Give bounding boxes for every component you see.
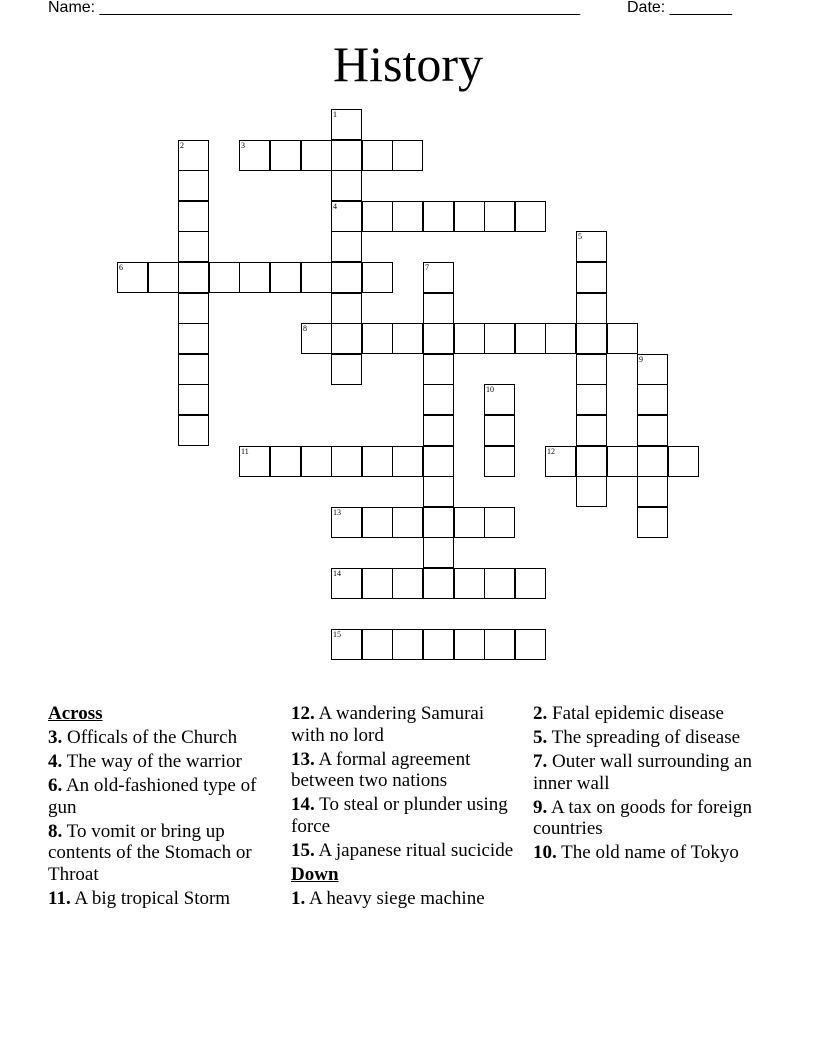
clue-number: 12	[547, 447, 555, 456]
clue-number: 11	[241, 447, 249, 456]
grid-cell[interactable]	[607, 446, 638, 477]
grid-cell[interactable]	[484, 201, 515, 232]
grid-cell[interactable]	[178, 231, 209, 262]
grid-cell[interactable]	[331, 323, 362, 354]
clue-item	[533, 751, 773, 794]
grid-cell[interactable]	[331, 568, 362, 599]
grid-cell[interactable]	[239, 262, 270, 293]
grid-cell[interactable]	[331, 507, 362, 538]
grid-cell[interactable]	[576, 354, 607, 385]
grid-cell[interactable]	[331, 201, 362, 232]
grid-cell[interactable]	[331, 231, 362, 262]
grid-cell[interactable]	[301, 140, 332, 171]
grid-cell[interactable]	[484, 568, 515, 599]
grid-cell[interactable]	[178, 323, 209, 354]
grid-cell[interactable]	[270, 140, 301, 171]
grid-cell[interactable]	[423, 201, 454, 232]
clue-item	[291, 794, 516, 837]
clues-column-3	[533, 703, 773, 866]
clue-item-number: 15.	[291, 839, 315, 861]
grid-cell[interactable]	[515, 323, 546, 354]
grid-cell[interactable]	[484, 323, 515, 354]
clue-item	[48, 727, 273, 749]
grid-cell[interactable]	[331, 446, 362, 477]
clue-item	[533, 842, 773, 864]
grid-cell[interactable]	[545, 446, 576, 477]
grid-cell[interactable]	[637, 384, 668, 415]
grid-cell[interactable]	[454, 507, 485, 538]
grid-cell[interactable]	[331, 262, 362, 293]
grid-cell[interactable]	[423, 415, 454, 446]
clue-item-number: 5.	[533, 727, 548, 748]
page-title: History	[333, 36, 483, 92]
clue-number: 6	[119, 263, 123, 272]
grid-cell[interactable]	[331, 109, 362, 140]
clue-number: 5	[578, 232, 582, 241]
clue-item	[533, 727, 773, 749]
grid-cell[interactable]	[545, 323, 576, 354]
grid-cell[interactable]	[270, 262, 301, 293]
clue-item	[48, 775, 273, 818]
down-heading: Down	[291, 863, 339, 885]
grid-cell[interactable]	[637, 354, 668, 385]
grid-cell[interactable]	[331, 170, 362, 201]
grid-cell[interactable]	[301, 262, 332, 293]
grid-cell[interactable]	[423, 537, 454, 568]
clue-item-text: A wandering Samurai with no lord	[291, 703, 485, 746]
clue-item-number: 3.	[48, 727, 63, 748]
clue-number: 4	[333, 202, 337, 211]
grid-cell[interactable]	[515, 629, 546, 660]
grid-cell[interactable]	[117, 262, 148, 293]
clue-item-number: 4.	[48, 751, 63, 772]
grid-cell[interactable]	[362, 446, 393, 477]
clue-item-number: 13.	[291, 748, 315, 770]
grid-cell[interactable]	[423, 446, 454, 477]
clue-item-number: 8.	[48, 820, 63, 842]
clue-item	[291, 749, 516, 792]
clue-number: 14	[333, 569, 341, 578]
grid-cell[interactable]	[576, 446, 607, 477]
grid-cell[interactable]	[637, 446, 668, 477]
grid-cell[interactable]	[576, 415, 607, 446]
date-field[interactable]: Date: _______	[627, 0, 732, 16]
grid-cell[interactable]	[576, 323, 607, 354]
clue-item-text: Officals of the Church	[67, 727, 238, 748]
grid-cell[interactable]	[239, 446, 270, 477]
grid-cell[interactable]	[362, 507, 393, 538]
grid-cell[interactable]	[637, 415, 668, 446]
down-clue-list-cont	[533, 703, 773, 864]
grid-cell[interactable]	[576, 384, 607, 415]
clue-item-text: To vomit or bring up contents of the Stomach or Throat	[48, 820, 252, 885]
grid-cell[interactable]	[178, 170, 209, 201]
grid-cell[interactable]	[178, 140, 209, 171]
grid-cell[interactable]	[637, 507, 668, 538]
clue-item-number: 9.	[533, 796, 548, 818]
grid-cell[interactable]	[178, 415, 209, 446]
grid-cell[interactable]	[423, 384, 454, 415]
grid-cell[interactable]	[301, 446, 332, 477]
grid-cell[interactable]	[148, 262, 179, 293]
grid-cell[interactable]	[178, 354, 209, 385]
clue-item	[533, 797, 773, 840]
clue-item	[533, 703, 773, 725]
grid-cell[interactable]	[576, 262, 607, 293]
grid-cell[interactable]	[270, 446, 301, 477]
grid-cell[interactable]	[362, 323, 393, 354]
grid-cell[interactable]	[178, 201, 209, 232]
clue-item	[291, 840, 516, 862]
grid-cell[interactable]	[392, 507, 423, 538]
grid-cell[interactable]	[178, 384, 209, 415]
grid-cell[interactable]	[423, 354, 454, 385]
grid-cell[interactable]	[576, 476, 607, 507]
grid-cell[interactable]	[484, 384, 515, 415]
grid-cell[interactable]	[637, 476, 668, 507]
clue-item-text: A heavy siege machine	[308, 887, 485, 909]
grid-cell[interactable]	[484, 507, 515, 538]
down-clue-list	[291, 888, 516, 910]
clue-item-text: The old name of Tokyo	[561, 842, 739, 863]
clue-number: 9	[639, 355, 643, 364]
grid-cell[interactable]	[454, 201, 485, 232]
across-clue-list	[48, 727, 273, 909]
grid-cell[interactable]	[484, 629, 515, 660]
grid-cell[interactable]	[423, 568, 454, 599]
across-heading: Across	[48, 703, 103, 724]
clue-item-number: 7.	[533, 751, 548, 772]
grid-cell[interactable]	[392, 568, 423, 599]
grid-cell[interactable]	[515, 201, 546, 232]
grid-cell[interactable]	[484, 446, 515, 477]
clue-number: 10	[486, 385, 494, 394]
clue-item-text: The spreading of disease	[551, 727, 741, 748]
grid-cell[interactable]	[392, 201, 423, 232]
grid-cell[interactable]	[454, 568, 485, 599]
clue-item-text: To steal or plunder using force	[291, 794, 508, 837]
across-clue-list-cont	[291, 703, 516, 861]
clue-item-text: A big tropical Storm	[74, 887, 231, 909]
grid-cell[interactable]	[423, 629, 454, 660]
clue-item-number: 10.	[533, 842, 557, 863]
clue-item-number: 12.	[291, 703, 315, 724]
grid-cell[interactable]	[607, 323, 638, 354]
grid-cell[interactable]	[576, 293, 607, 324]
grid-cell[interactable]	[423, 476, 454, 507]
grid-cell[interactable]	[178, 293, 209, 324]
grid-cell[interactable]	[239, 140, 270, 171]
grid-cell[interactable]	[331, 140, 362, 171]
clue-item	[48, 888, 273, 910]
clue-item	[48, 751, 273, 773]
grid-cell[interactable]	[362, 262, 393, 293]
clue-number: 8	[303, 324, 307, 333]
grid-cell[interactable]	[668, 446, 699, 477]
clues-column-2	[291, 703, 516, 912]
clue-item-number: 1.	[291, 887, 306, 909]
clue-item-text: The way of the warrior	[66, 751, 242, 772]
clue-item-text: Outer wall surrounding an inner wall	[533, 751, 752, 794]
clue-item-number: 14.	[291, 794, 315, 815]
grid-cell[interactable]	[362, 201, 393, 232]
grid-cell[interactable]	[362, 140, 393, 171]
clue-item-text: A japanese ritual sucicide	[318, 839, 514, 861]
clue-item-text: An old-fashioned type of gun	[48, 775, 257, 818]
clue-item	[48, 821, 273, 886]
grid-cell[interactable]	[178, 262, 209, 293]
clue-number: 2	[180, 141, 184, 150]
clue-item-text: Fatal epidemic disease	[552, 703, 724, 724]
clue-item	[291, 703, 516, 746]
grid-cell[interactable]	[209, 262, 240, 293]
grid-cell[interactable]	[423, 323, 454, 354]
grid-cell[interactable]	[362, 568, 393, 599]
clue-item-number: 2.	[533, 703, 548, 724]
grid-cell[interactable]	[454, 323, 485, 354]
clue-item	[291, 888, 516, 910]
clue-item-number: 6.	[48, 775, 63, 796]
grid-cell[interactable]	[423, 507, 454, 538]
grid-cell[interactable]	[392, 323, 423, 354]
clue-number: 7	[425, 263, 429, 272]
grid-cell[interactable]	[515, 568, 546, 599]
grid-cell[interactable]	[392, 140, 423, 171]
clues-column-1	[48, 703, 273, 912]
grid-cell[interactable]	[454, 629, 485, 660]
grid-cell[interactable]	[331, 354, 362, 385]
clue-number: 13	[333, 508, 341, 517]
clue-item-text: A formal agreement between two nations	[291, 748, 471, 791]
grid-cell[interactable]	[301, 323, 332, 354]
grid-cell[interactable]	[423, 262, 454, 293]
clue-item-text: A tax on goods for foreign countries	[533, 796, 753, 839]
grid-cell[interactable]	[331, 629, 362, 660]
clue-number: 3	[241, 141, 245, 150]
name-field[interactable]: Name: ______________________________________________________	[48, 0, 581, 16]
grid-cell[interactable]	[392, 629, 423, 660]
grid-cell[interactable]	[423, 293, 454, 324]
grid-cell[interactable]	[392, 446, 423, 477]
grid-cell[interactable]	[576, 231, 607, 262]
clue-number: 15	[333, 630, 341, 639]
clue-item-number: 11.	[48, 887, 71, 909]
grid-cell[interactable]	[484, 415, 515, 446]
grid-cell[interactable]	[362, 629, 393, 660]
clue-number: 1	[333, 110, 337, 119]
grid-cell[interactable]	[331, 293, 362, 324]
